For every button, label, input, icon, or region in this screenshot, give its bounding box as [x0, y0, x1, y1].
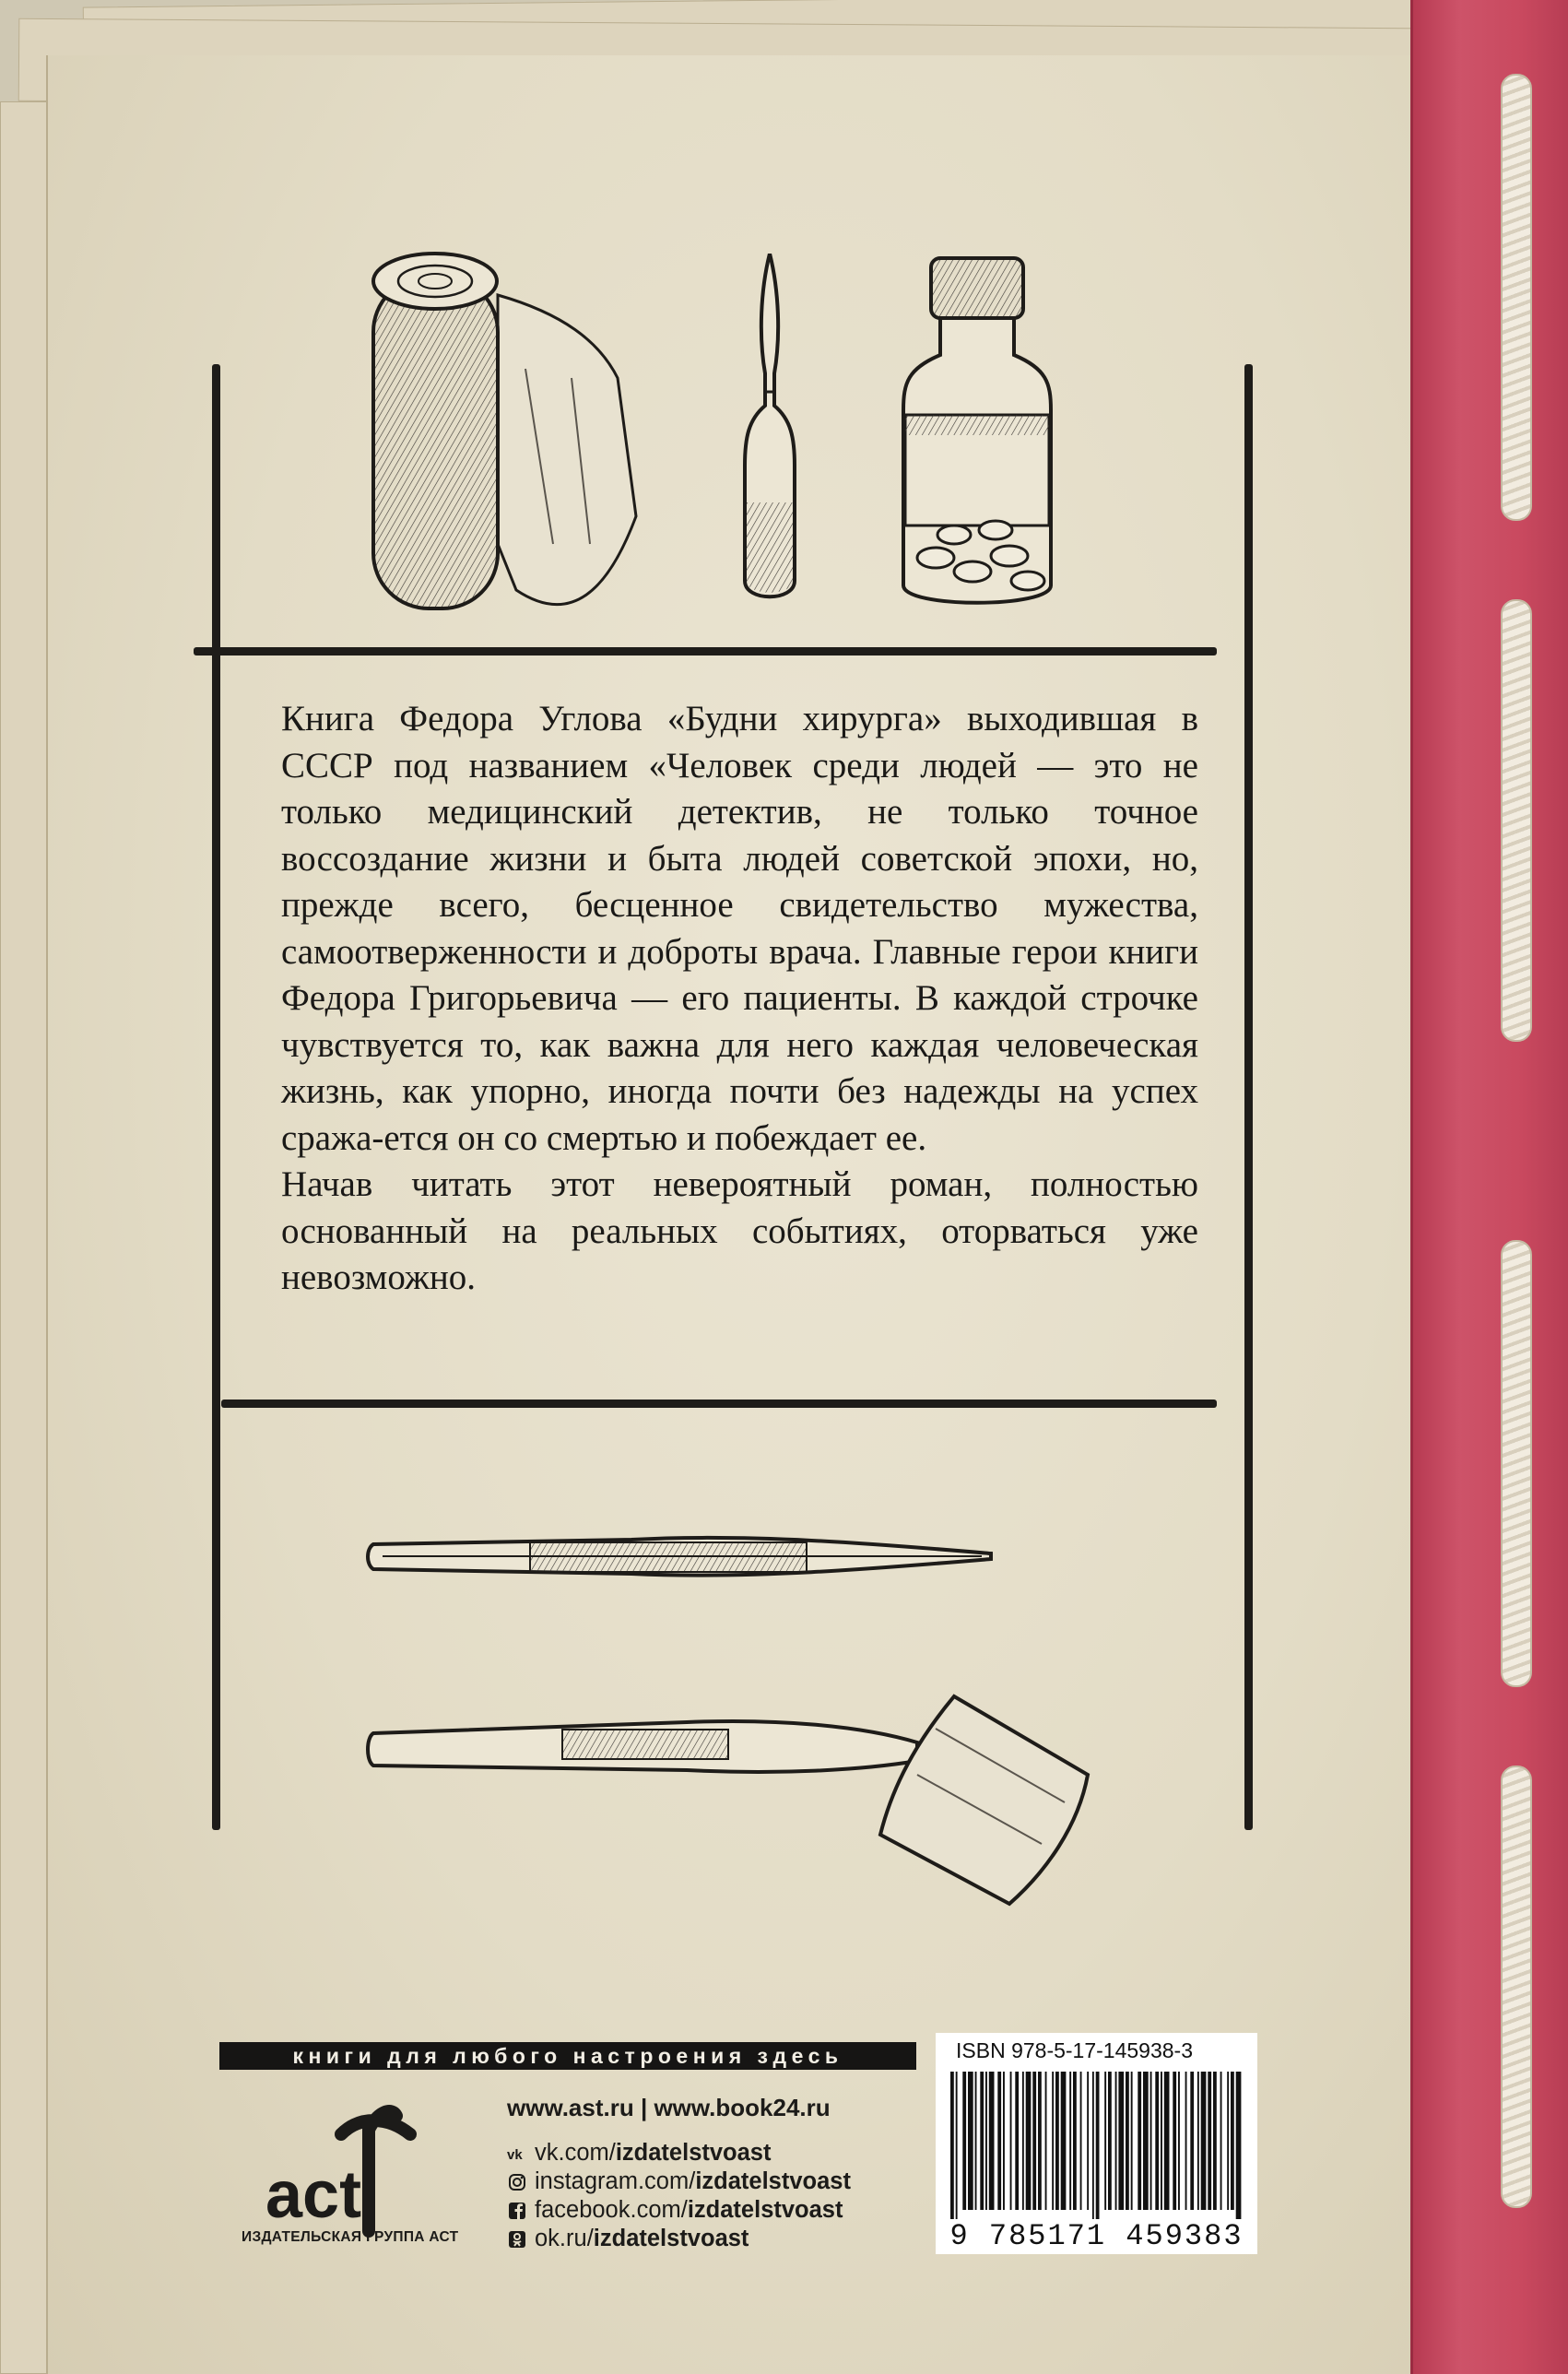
barcode-bar	[1080, 2072, 1082, 2210]
barcode-bar	[1026, 2072, 1032, 2210]
barcode-bar	[1015, 2072, 1019, 2210]
stitch	[1501, 1240, 1532, 1687]
social-prefix: ok.ru/	[535, 2226, 594, 2251]
tweezers-gauze-illustration	[364, 1687, 1092, 1913]
barcode-bar	[1185, 2072, 1187, 2210]
red-spine	[1410, 0, 1568, 2374]
isbn-label: ISBN 978-5-17-145938-3	[956, 2038, 1193, 2062]
isbn-digits: 9 785171 459383	[949, 2219, 1244, 2253]
divider-top	[194, 647, 1217, 656]
barcode-bar	[997, 2072, 1001, 2210]
odnoklassniki-icon	[507, 2229, 527, 2250]
pill-bottle-illustration	[899, 254, 1055, 613]
barcode-bar	[1045, 2072, 1047, 2210]
barcode-bar	[1032, 2072, 1036, 2210]
barcode-bar	[1092, 2072, 1094, 2219]
logo-text: act	[265, 2158, 362, 2232]
stitch	[1501, 1766, 1532, 2208]
barcode-bar	[1161, 2072, 1162, 2210]
barcode-bar	[1155, 2072, 1159, 2210]
barcode-bar	[1061, 2072, 1067, 2210]
website-links[interactable]: www.ast.ru | www.book24.ru	[507, 2094, 831, 2121]
barcode-bar	[985, 2072, 987, 2210]
barcode-bar	[1003, 2072, 1005, 2210]
social-prefix: facebook.com/	[535, 2197, 688, 2223]
barcode-bar	[1118, 2072, 1124, 2210]
social-prefix: vk.com/	[535, 2140, 616, 2166]
barcode-bar	[1201, 2072, 1207, 2210]
social-handle: izdatelstvoast	[615, 2140, 772, 2166]
social-handle: izdatelstvoast	[593, 2226, 749, 2251]
barcode-bar	[1010, 2072, 1012, 2210]
facebook-icon	[507, 2201, 527, 2221]
social-link-vk[interactable]	[507, 2139, 851, 2167]
barcode-bar	[962, 2072, 966, 2210]
description-paragraph: Книга Федора Углова «Будни хирурга» выходившая в СССР под названием «Человек среди людей — это не только медицинский детектив, не только точное воссоздание жизни и быта людей советской эпохи, но, прежде всего, бесценное свидетельство мужества, самоотверженности и доброты врача. Главные герои книги Федора Григорьевича — его пациенты. В каждой строчке чувствуется то, как важна для него каждая человеческая жизнь, как упорно, иногда почти без надежды на успех сража-ется он со смертью и побеждает ее.	[281, 699, 1198, 1158]
barcode-bar	[1108, 2072, 1112, 2210]
social-link-instagram[interactable]	[507, 2167, 851, 2196]
publisher-caption: ИЗДАТЕЛЬСКАЯ ГРУППА АСТ	[242, 2229, 459, 2245]
instagram-icon	[507, 2172, 527, 2192]
book-description	[281, 696, 1198, 1302]
ampoule-illustration	[737, 254, 802, 608]
description-paragraph: Начав читать этот невероятный роман, полностью основанный на реальных событиях, оторваться уже невозможно.	[281, 1164, 1198, 1297]
barcode-bar	[1197, 2072, 1199, 2210]
barcode-bar	[1208, 2072, 1211, 2210]
barcode-bar	[956, 2072, 958, 2219]
barcode-bar	[1131, 2072, 1133, 2210]
barcode-bar	[1150, 2072, 1152, 2210]
barcode-bar	[950, 2072, 954, 2219]
barcode-bar	[1227, 2072, 1229, 2210]
barcode-bar	[1073, 2072, 1077, 2210]
barcode-bar	[1190, 2072, 1194, 2210]
social-handle: izdatelstvoast	[695, 2168, 851, 2194]
frame-line-right	[1244, 364, 1253, 1830]
barcode-bar	[1143, 2072, 1149, 2210]
barcode-bar	[1173, 2072, 1176, 2210]
social-handle: izdatelstvoast	[687, 2197, 843, 2223]
barcode-bar	[1069, 2072, 1071, 2210]
barcode-bar	[1231, 2072, 1234, 2210]
barcode-bar	[1052, 2072, 1054, 2210]
barcode-bars	[947, 2072, 1246, 2219]
barcode-bar	[1126, 2072, 1129, 2210]
barcode-bar	[1055, 2072, 1059, 2210]
barcode-bar	[1213, 2072, 1217, 2210]
barcode-bar	[989, 2072, 995, 2210]
stitch	[1501, 599, 1532, 1042]
bandage-illustration	[360, 240, 645, 627]
social-links	[507, 2139, 851, 2253]
barcode-bar	[1115, 2072, 1117, 2210]
vk-icon	[507, 2144, 527, 2164]
divider-bottom	[221, 1400, 1217, 1408]
svg-text:vk: vk	[507, 2146, 523, 2161]
barcode-bar	[1164, 2072, 1170, 2210]
barcode-bar	[968, 2072, 973, 2210]
barcode-bar	[1038, 2072, 1042, 2210]
barcode-bar	[980, 2072, 984, 2210]
barcode-bar	[1138, 2072, 1141, 2210]
barcode-bar	[1096, 2072, 1100, 2219]
social-link-facebook[interactable]	[507, 2196, 851, 2225]
barcode-bar	[1104, 2072, 1106, 2210]
barcode-bar	[1022, 2072, 1024, 2210]
frame-line-left	[212, 364, 220, 1830]
stitch	[1501, 74, 1532, 521]
barcode-bar	[1220, 2072, 1222, 2210]
forceps-illustration	[364, 1517, 1000, 1600]
barcode-bar	[1236, 2072, 1242, 2219]
social-prefix: instagram.com/	[535, 2168, 696, 2194]
barcode-bar	[1087, 2072, 1089, 2210]
barcode-bar	[975, 2072, 977, 2210]
ast-logo	[240, 2093, 470, 2240]
isbn-barcode	[936, 2033, 1257, 2254]
barcode-bar	[1178, 2072, 1180, 2210]
social-link-odnoklassniki[interactable]	[507, 2225, 851, 2253]
slogan-bar: книги для любого настроения здесь	[219, 2042, 916, 2070]
